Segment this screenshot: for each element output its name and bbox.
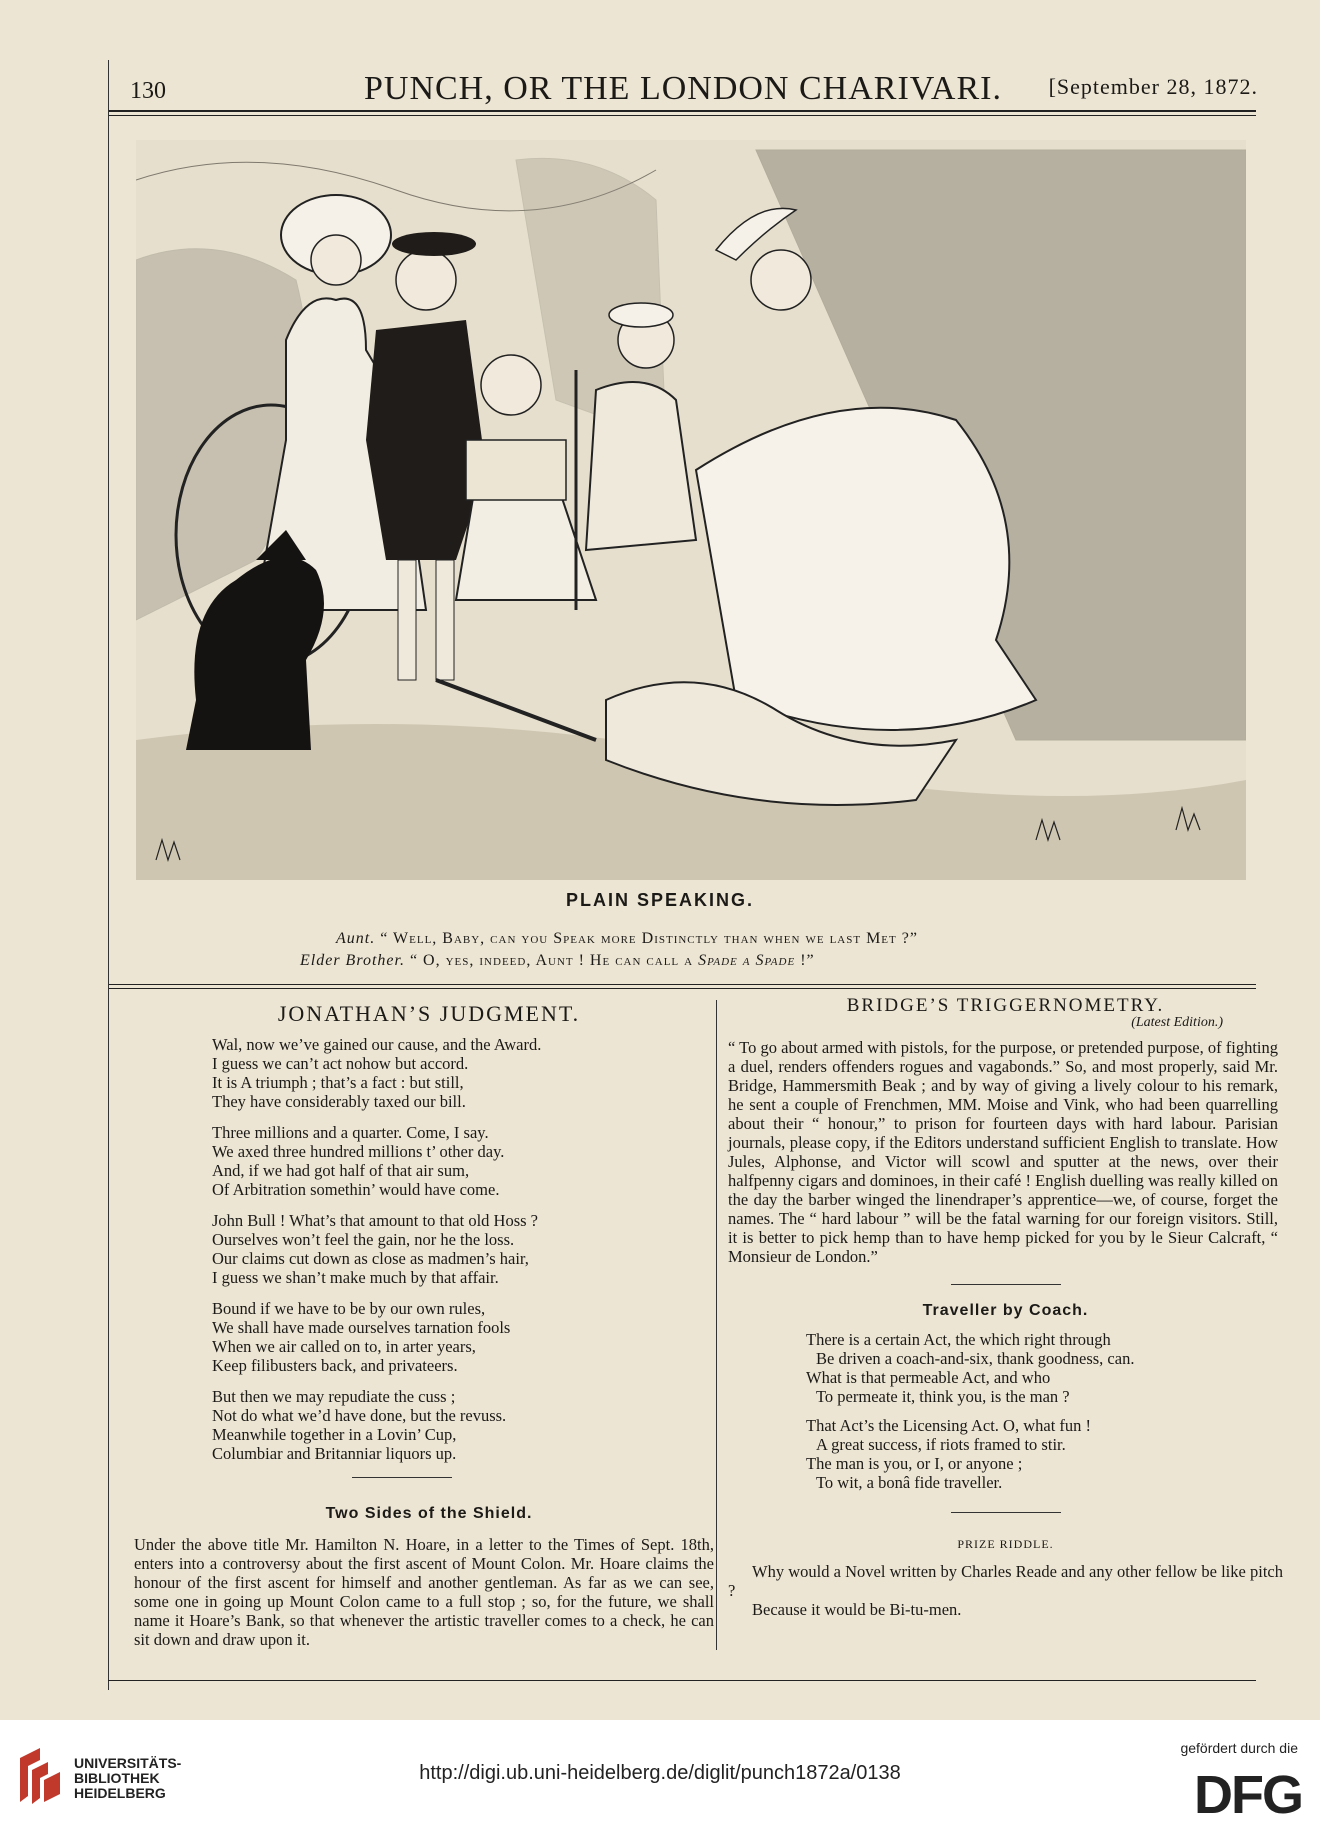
cartoon-caption-title: PLAIN SPEAKING. bbox=[565, 890, 755, 910]
poem-line: Three millions and a quarter. Come, I say. bbox=[212, 1123, 489, 1142]
poem-line: Be driven a coach-and-six, thank goodness, can. bbox=[816, 1349, 1135, 1368]
shield-title: Two Sides of the Shield. bbox=[325, 1505, 533, 1522]
source-url[interactable]: http://digi.ub.uni-heidelberg.de/diglit/punch1872a/0138 bbox=[419, 1762, 901, 1784]
poem-stanza-3 bbox=[212, 1211, 706, 1287]
university-name-line: UNIVERSITÄTS- bbox=[74, 1755, 182, 1771]
poem-line: Not do what we’d have done, but the revuss. bbox=[212, 1406, 507, 1425]
section-rule-2 bbox=[108, 988, 1256, 989]
funding-note: gefördert durch die bbox=[1180, 1740, 1298, 1756]
poem-title: JONATHAN’S JUDGMENT. bbox=[277, 1001, 581, 1026]
bridge-title: BRIDGE’S TRIGGERNOMETRY. bbox=[846, 995, 1165, 1016]
divider bbox=[352, 1477, 452, 1478]
caption-text-brother-italic: Spade a Spade bbox=[698, 952, 796, 969]
cartoon-caption-line-1 bbox=[336, 930, 918, 948]
traveller-stanza-2 bbox=[806, 1416, 1283, 1492]
poem-line: And, if we had got half of that air sum, bbox=[212, 1161, 470, 1180]
poem-line: Columbiar and Britanniar liquors up. bbox=[212, 1444, 457, 1463]
header-rule-thin bbox=[108, 115, 1256, 116]
poem-line: Meanwhile together in a Lovin’ Cup, bbox=[212, 1425, 457, 1444]
poem-line: We shall have made ourselves tarnation fools bbox=[212, 1318, 511, 1337]
poem-line: They have considerably taxed our bill. bbox=[212, 1092, 466, 1111]
poem-line: To wit, a bonâ fide traveller. bbox=[816, 1473, 1003, 1492]
caption-text-brother-end: !” bbox=[795, 952, 815, 969]
poem-line: The man is you, or I, or anyone ; bbox=[806, 1454, 1023, 1473]
poem-line: Ourselves won’t feel the gain, nor he the loss. bbox=[212, 1230, 515, 1249]
caption-speaker-aunt: Aunt. bbox=[336, 930, 376, 947]
divider bbox=[951, 1512, 1061, 1513]
column-divider bbox=[716, 1000, 717, 1650]
poem-stanza-2 bbox=[212, 1123, 706, 1199]
poem-line: What is that permeable Act, and who bbox=[806, 1368, 1051, 1387]
page-left-border bbox=[108, 60, 109, 1690]
poem-stanza-5 bbox=[212, 1387, 706, 1463]
left-column bbox=[134, 1001, 714, 1649]
poem-line: But then we may repudiate the cuss ; bbox=[212, 1387, 456, 1406]
divider bbox=[951, 1284, 1061, 1285]
traveller-stanza-1 bbox=[806, 1330, 1283, 1406]
page-header bbox=[108, 66, 1258, 110]
page-number: 130 bbox=[130, 78, 166, 104]
poem-line: Wal, now we’ve gained our cause, and the Award. bbox=[212, 1035, 542, 1054]
university-name-line: HEIDELBERG bbox=[74, 1785, 166, 1801]
riddle-title: PRIZE RIDDLE. bbox=[957, 1537, 1054, 1551]
bridge-paragraph: “ To go about armed with pistols, for the purpose, or pretended purpose, of fighting a duel, renders offenders rogues and vagabonds.” So, and most properly, said Mr. Bridge, Hammersmith Beak ; and by way of giving a lively colour to his remark, he sent a couple of Frenchmen, MM. Moise and Vink, who had been quarrelling about their “ honour,” to prison for fourteen days with hard labour. Parisian journals, please copy, if the Editors understand sufficient English to translate. How Jules, Alphonse, and Victor will scowl and sputter at the news, over their halfpenny cigars and dominoes, in their café ! English duelling was really killed on the day the barber winged the linendraper’s apprentice—we, of course, forget the names. The “ hard labour ” will be the fatal warning for our foreign visitors. Still, it is better to pick hemp than to have hemp picked for you by le Sieur Calcraft, “ Monsieur de London.” bbox=[728, 1038, 1278, 1266]
traveller-title: Traveller by Coach. bbox=[922, 1302, 1089, 1319]
poem-line: I guess we can’t act nohow but accord. bbox=[212, 1054, 469, 1073]
poem-line: When we air called on to, in arter years, bbox=[212, 1337, 476, 1356]
poem-line: That Act’s the Licensing Act. O, what fun ! bbox=[806, 1416, 1092, 1435]
cartoon-caption-line-2 bbox=[300, 952, 815, 970]
bridge-edition: (Latest Edition.) bbox=[1131, 1015, 1223, 1030]
issue-date: [September 28, 1872. bbox=[1048, 74, 1258, 99]
caption-text-brother: “ O, yes, indeed, Aunt ! He can call a bbox=[409, 952, 699, 969]
university-name-line: BIBLIOTHEK bbox=[74, 1770, 160, 1786]
riddle-question: Why would a Novel written by Charles Reade and any other fellow be like pitch ? bbox=[728, 1562, 1283, 1600]
section-rule bbox=[108, 984, 1256, 985]
poem-line: John Bull ! What’s that amount to that old Hoss ? bbox=[212, 1211, 539, 1230]
poem-line: Keep filibusters back, and privateers. bbox=[212, 1356, 458, 1375]
poem-line: I guess we shan’t make much by that affair. bbox=[212, 1268, 499, 1287]
poem-line: A great success, if riots framed to stir. bbox=[816, 1435, 1066, 1454]
right-column bbox=[728, 996, 1283, 1619]
poem-line: Of Arbitration somethin’ would have come. bbox=[212, 1180, 500, 1199]
poem-line: It is A triumph ; that’s a fact : but still, bbox=[212, 1073, 464, 1092]
caption-text-aunt: “ Well, Baby, can you Speak more Distinctly than when we last Met ?” bbox=[380, 930, 918, 947]
poem-line: Our claims cut down as close as madmen’s hair, bbox=[212, 1249, 529, 1268]
poem-line: There is a certain Act, the which right through bbox=[806, 1330, 1111, 1349]
poem-stanza-1 bbox=[212, 1035, 706, 1111]
shield-paragraph: Under the above title Mr. Hamilton N. Hoare, in a letter to the Times of Sept. 18th, enters into a controversy about the first ascent of Mount Colon. Mr. Hoare claims the honour of the first ascent for himself and another gentleman. As far as we can see, some one in going up Mount Colon came to a full stop ; so, for the future, we shall name it Hoare’s Bank, so that whenever the artistic traveller comes to a check, he can sit down and draw upon it. bbox=[134, 1535, 714, 1649]
poem-line: We axed three hundred millions t’ other day. bbox=[212, 1142, 505, 1161]
poem-stanza-4 bbox=[212, 1299, 706, 1375]
bottom-rule bbox=[108, 1680, 1256, 1681]
masthead-title: PUNCH, OR THE LONDON CHARIVARI. bbox=[363, 70, 1002, 107]
dfg-logo: DFG bbox=[1194, 1765, 1302, 1825]
caption-speaker-brother: Elder Brother. bbox=[300, 952, 405, 969]
poem-line: To permeate it, think you, is the man ? bbox=[816, 1387, 1070, 1406]
digitization-footer bbox=[0, 1720, 1320, 1831]
engraving-illustration bbox=[136, 140, 1246, 880]
header-rule bbox=[108, 110, 1256, 112]
poem-line: Bound if we have to be by our own rules, bbox=[212, 1299, 486, 1318]
riddle-answer: Because it would be Bi-tu-men. bbox=[752, 1600, 962, 1619]
